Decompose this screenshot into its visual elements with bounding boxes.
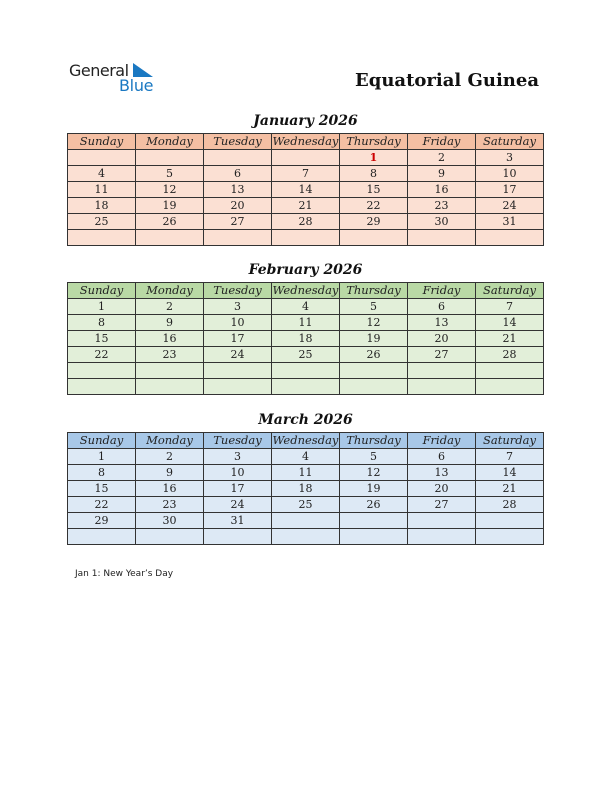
day-number: 7 xyxy=(506,450,513,463)
day-number: 30 xyxy=(162,514,177,527)
day-number: 19 xyxy=(366,482,381,495)
week-row xyxy=(68,214,544,230)
day-number: 20 xyxy=(434,482,449,495)
day-cell xyxy=(340,315,408,331)
day-number: 24 xyxy=(230,498,245,511)
weekday-header: Wednesday xyxy=(272,433,339,447)
day-cell xyxy=(340,214,408,230)
day-number: 7 xyxy=(506,300,513,313)
day-number: 24 xyxy=(230,348,245,361)
day-number: 14 xyxy=(502,466,517,479)
day-cell xyxy=(408,449,476,465)
day-cell xyxy=(408,198,476,214)
day-cell xyxy=(204,497,272,513)
day-cell xyxy=(272,497,340,513)
day-number: 15 xyxy=(94,332,109,345)
day-number: 25 xyxy=(298,498,313,511)
day-cell xyxy=(340,379,408,395)
day-cell xyxy=(136,529,204,545)
day-cell xyxy=(476,331,544,347)
day-cell xyxy=(408,363,476,379)
day-cell xyxy=(408,214,476,230)
day-number: 8 xyxy=(98,316,105,329)
week-row xyxy=(68,198,544,214)
day-number: 12 xyxy=(162,183,177,196)
day-cell xyxy=(136,465,204,481)
day-cell xyxy=(272,347,340,363)
day-number: 29 xyxy=(366,215,381,228)
day-cell xyxy=(204,299,272,315)
day-cell xyxy=(204,315,272,331)
day-cell xyxy=(204,230,272,246)
day-cell xyxy=(68,481,136,497)
day-number: 2 xyxy=(166,450,173,463)
month-title-march: March 2026 xyxy=(258,412,353,428)
day-cell xyxy=(204,198,272,214)
day-number: 1 xyxy=(369,151,378,164)
day-cell xyxy=(340,513,408,529)
day-cell xyxy=(68,315,136,331)
week-row xyxy=(68,363,544,379)
day-cell xyxy=(204,331,272,347)
day-number: 14 xyxy=(298,183,313,196)
day-cell xyxy=(204,529,272,545)
day-cell xyxy=(272,230,340,246)
day-number: 4 xyxy=(98,167,105,180)
day-cell xyxy=(340,230,408,246)
day-cell xyxy=(68,198,136,214)
weekday-header: Friday xyxy=(408,134,476,150)
day-cell xyxy=(204,449,272,465)
day-number: 20 xyxy=(434,332,449,345)
day-cell xyxy=(272,331,340,347)
weekday-header-row xyxy=(68,433,544,449)
day-cell xyxy=(68,529,136,545)
day-cell xyxy=(136,513,204,529)
week-row xyxy=(68,449,544,465)
day-cell xyxy=(340,150,408,166)
day-cell xyxy=(476,363,544,379)
day-cell xyxy=(408,529,476,545)
week-row xyxy=(68,150,544,166)
day-number: 25 xyxy=(298,348,313,361)
weekday-header: Friday xyxy=(408,433,476,449)
day-number: 28 xyxy=(298,215,313,228)
day-cell xyxy=(476,347,544,363)
day-number: 16 xyxy=(162,332,177,345)
day-cell xyxy=(136,198,204,214)
day-cell xyxy=(272,214,340,230)
day-number: 6 xyxy=(438,450,445,463)
day-number: 27 xyxy=(230,215,245,228)
week-row xyxy=(68,529,544,545)
day-number: 5 xyxy=(166,167,173,180)
day-number: 21 xyxy=(502,332,517,345)
day-number: 10 xyxy=(230,316,245,329)
calendar-february xyxy=(67,282,544,395)
day-cell xyxy=(340,347,408,363)
day-number: 30 xyxy=(434,215,449,228)
day-number: 13 xyxy=(230,183,245,196)
day-cell xyxy=(272,299,340,315)
day-cell xyxy=(68,299,136,315)
day-number: 10 xyxy=(230,466,245,479)
day-cell xyxy=(68,379,136,395)
day-cell xyxy=(408,481,476,497)
day-number: 13 xyxy=(434,316,449,329)
week-row xyxy=(68,331,544,347)
day-number: 17 xyxy=(502,183,517,196)
day-number: 23 xyxy=(162,348,177,361)
day-number: 4 xyxy=(302,450,309,463)
day-cell xyxy=(476,230,544,246)
day-cell xyxy=(204,182,272,198)
day-cell xyxy=(476,150,544,166)
day-number: 4 xyxy=(302,300,309,313)
day-number: 22 xyxy=(94,498,109,511)
week-row xyxy=(68,299,544,315)
day-number: 23 xyxy=(162,498,177,511)
day-cell xyxy=(204,363,272,379)
calendar-january xyxy=(67,133,544,246)
day-cell xyxy=(272,198,340,214)
day-cell xyxy=(476,315,544,331)
day-cell xyxy=(408,513,476,529)
day-cell xyxy=(68,513,136,529)
day-number: 10 xyxy=(502,167,517,180)
day-number: 5 xyxy=(370,450,377,463)
day-number: 28 xyxy=(502,498,517,511)
day-cell xyxy=(272,513,340,529)
day-number: 17 xyxy=(230,332,245,345)
day-number: 25 xyxy=(94,215,109,228)
day-cell xyxy=(136,182,204,198)
day-cell xyxy=(408,166,476,182)
day-cell xyxy=(476,182,544,198)
day-cell xyxy=(272,481,340,497)
day-number: 12 xyxy=(366,316,381,329)
day-cell xyxy=(136,230,204,246)
week-row xyxy=(68,315,544,331)
day-cell xyxy=(204,379,272,395)
day-number: 11 xyxy=(298,316,313,329)
weekday-header: Monday xyxy=(136,134,204,150)
day-cell xyxy=(204,513,272,529)
day-number: 18 xyxy=(298,332,313,345)
day-cell xyxy=(136,379,204,395)
day-cell xyxy=(272,465,340,481)
day-number: 19 xyxy=(366,332,381,345)
day-number: 20 xyxy=(230,199,245,212)
day-cell xyxy=(68,166,136,182)
week-row xyxy=(68,347,544,363)
day-cell xyxy=(476,513,544,529)
day-cell xyxy=(340,481,408,497)
day-cell xyxy=(408,497,476,513)
week-row xyxy=(68,230,544,246)
day-cell xyxy=(272,150,340,166)
day-cell xyxy=(68,497,136,513)
day-cell xyxy=(68,449,136,465)
day-number: 9 xyxy=(166,316,173,329)
day-cell xyxy=(476,379,544,395)
day-number: 9 xyxy=(438,167,445,180)
day-cell xyxy=(204,347,272,363)
day-cell xyxy=(68,182,136,198)
logo-word-general: General xyxy=(69,61,129,80)
day-cell xyxy=(408,347,476,363)
day-cell xyxy=(408,315,476,331)
day-cell xyxy=(340,166,408,182)
day-cell xyxy=(476,449,544,465)
day-cell xyxy=(408,379,476,395)
day-number: 11 xyxy=(94,183,109,196)
weekday-header: Saturday xyxy=(476,433,544,449)
day-cell xyxy=(476,529,544,545)
logo-triangle-icon xyxy=(133,63,153,77)
month-title-february: February 2026 xyxy=(248,262,363,278)
weekday-header: Saturday xyxy=(476,283,544,299)
day-number: 14 xyxy=(502,316,517,329)
day-cell xyxy=(340,449,408,465)
weekday-header: Sunday xyxy=(68,283,136,299)
day-number: 18 xyxy=(298,482,313,495)
day-number: 27 xyxy=(434,498,449,511)
day-cell xyxy=(204,166,272,182)
day-cell xyxy=(68,331,136,347)
day-cell xyxy=(272,166,340,182)
week-row xyxy=(68,182,544,198)
day-cell xyxy=(340,529,408,545)
day-number: 11 xyxy=(298,466,313,479)
day-cell xyxy=(272,379,340,395)
weekday-header-row xyxy=(68,134,544,150)
calendar-march xyxy=(67,432,544,545)
day-number: 21 xyxy=(298,199,313,212)
day-cell xyxy=(408,299,476,315)
weekday-header: Thursday xyxy=(340,283,408,299)
weekday-header: Saturday xyxy=(476,134,544,150)
day-number: 15 xyxy=(366,183,381,196)
day-number: 8 xyxy=(370,167,377,180)
weekday-header: Tuesday xyxy=(204,283,272,299)
day-cell xyxy=(340,497,408,513)
day-cell xyxy=(272,315,340,331)
week-row xyxy=(68,513,544,529)
week-row xyxy=(68,497,544,513)
day-cell xyxy=(136,449,204,465)
day-number: 26 xyxy=(162,215,177,228)
day-number: 13 xyxy=(434,466,449,479)
weekday-header: Thursday xyxy=(340,433,408,449)
day-cell xyxy=(136,166,204,182)
day-number: 26 xyxy=(366,348,381,361)
day-cell xyxy=(272,363,340,379)
day-cell xyxy=(204,481,272,497)
day-number: 12 xyxy=(366,466,381,479)
day-number: 5 xyxy=(370,300,377,313)
day-cell xyxy=(68,347,136,363)
day-cell xyxy=(340,363,408,379)
day-number: 7 xyxy=(302,167,309,180)
day-cell xyxy=(204,214,272,230)
day-cell xyxy=(272,529,340,545)
day-cell xyxy=(204,150,272,166)
day-number: 28 xyxy=(502,348,517,361)
day-number: 3 xyxy=(234,300,241,313)
day-number: 6 xyxy=(438,300,445,313)
day-cell xyxy=(476,166,544,182)
day-number: 16 xyxy=(162,482,177,495)
day-number: 16 xyxy=(434,183,449,196)
weekday-header-row xyxy=(68,283,544,299)
day-cell xyxy=(476,214,544,230)
day-cell xyxy=(136,481,204,497)
day-number: 22 xyxy=(94,348,109,361)
day-number: 31 xyxy=(502,215,517,228)
day-cell xyxy=(136,299,204,315)
day-number: 22 xyxy=(366,199,381,212)
day-cell xyxy=(136,150,204,166)
day-cell xyxy=(136,497,204,513)
day-cell xyxy=(408,465,476,481)
day-cell xyxy=(136,347,204,363)
day-number: 29 xyxy=(94,514,109,527)
day-cell xyxy=(408,150,476,166)
day-cell xyxy=(340,331,408,347)
day-cell xyxy=(272,182,340,198)
day-cell xyxy=(340,182,408,198)
day-number: 8 xyxy=(98,466,105,479)
day-number: 3 xyxy=(234,450,241,463)
day-cell xyxy=(68,214,136,230)
day-cell xyxy=(476,299,544,315)
day-number: 31 xyxy=(230,514,245,527)
day-number: 19 xyxy=(162,199,177,212)
day-number: 9 xyxy=(166,466,173,479)
day-cell xyxy=(408,331,476,347)
day-number: 1 xyxy=(98,450,105,463)
day-cell xyxy=(68,363,136,379)
day-cell xyxy=(340,198,408,214)
day-cell xyxy=(68,230,136,246)
day-cell xyxy=(340,299,408,315)
country-title: Equatorial Guinea xyxy=(355,70,539,91)
weekday-header: Monday xyxy=(136,283,204,299)
weekday-header: Sunday xyxy=(68,433,136,449)
weekday-header: Friday xyxy=(408,283,476,299)
day-number: 21 xyxy=(502,482,517,495)
day-number: 3 xyxy=(506,151,513,164)
week-row xyxy=(68,379,544,395)
day-cell xyxy=(476,465,544,481)
day-cell xyxy=(408,230,476,246)
day-cell xyxy=(272,449,340,465)
day-cell xyxy=(476,497,544,513)
logo-word-blue: Blue xyxy=(119,76,154,95)
day-number: 17 xyxy=(230,482,245,495)
weekday-header: Monday xyxy=(136,433,204,449)
weekday-header: Thursday xyxy=(340,134,408,150)
day-number: 1 xyxy=(98,300,105,313)
day-number: 23 xyxy=(434,199,449,212)
day-number: 2 xyxy=(438,151,445,164)
weekday-header: Tuesday xyxy=(204,433,272,449)
day-cell xyxy=(476,481,544,497)
week-row xyxy=(68,465,544,481)
day-cell xyxy=(136,363,204,379)
day-cell xyxy=(476,198,544,214)
day-cell xyxy=(204,465,272,481)
day-cell xyxy=(68,465,136,481)
day-cell xyxy=(136,315,204,331)
day-number: 26 xyxy=(366,498,381,511)
day-cell xyxy=(68,150,136,166)
week-row xyxy=(68,166,544,182)
day-number: 18 xyxy=(94,199,109,212)
day-cell xyxy=(408,182,476,198)
day-number: 15 xyxy=(94,482,109,495)
day-number: 27 xyxy=(434,348,449,361)
day-number: 24 xyxy=(502,199,517,212)
holiday-footnote: Jan 1: New Year’s Day xyxy=(75,569,174,579)
weekday-header: Wednesday xyxy=(272,134,339,148)
day-number: 6 xyxy=(234,167,241,180)
day-cell xyxy=(340,465,408,481)
day-cell xyxy=(136,214,204,230)
day-cell xyxy=(136,331,204,347)
generalblue-logo xyxy=(69,61,159,97)
month-title-january: January 2026 xyxy=(253,113,358,129)
day-number: 2 xyxy=(166,300,173,313)
weekday-header: Sunday xyxy=(68,134,136,150)
weekday-header: Tuesday xyxy=(204,134,272,150)
weekday-header: Wednesday xyxy=(272,283,339,297)
week-row xyxy=(68,481,544,497)
